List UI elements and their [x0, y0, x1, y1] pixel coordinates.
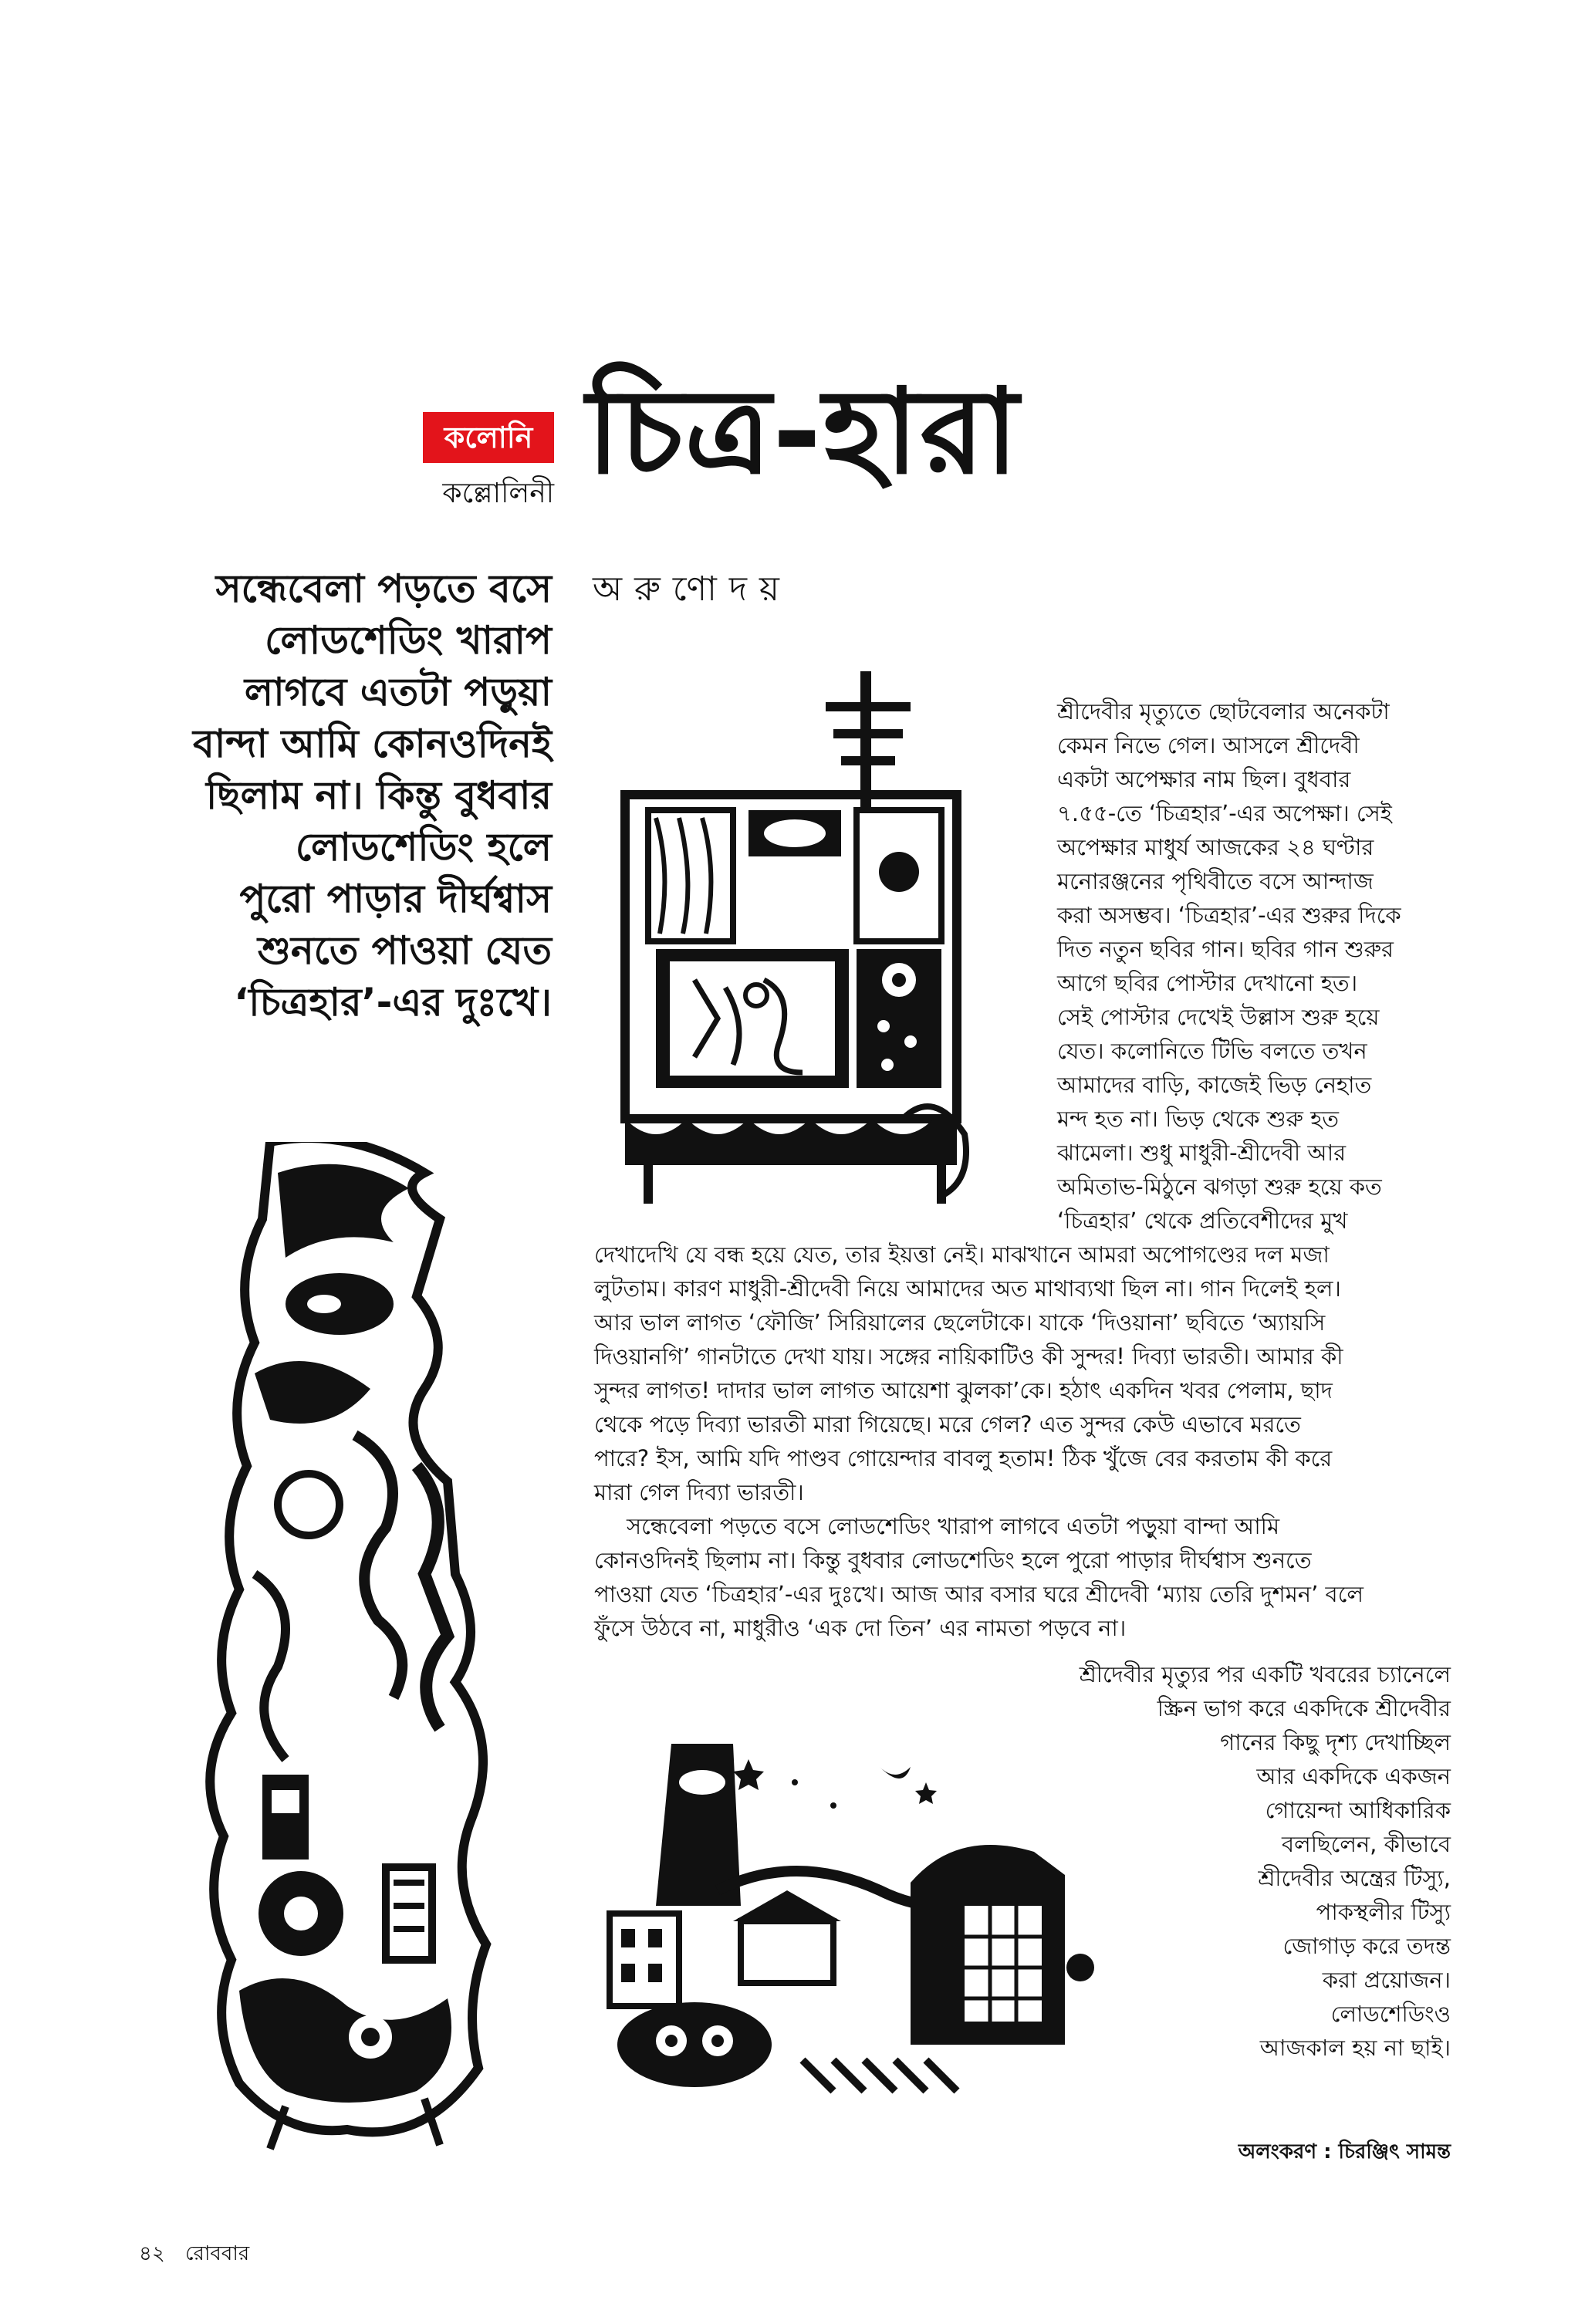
pull-quote	[139, 563, 552, 1029]
text-line: কোনওদিনই ছিলাম না। কিন্তু বুধবার লোডশেডিং হলে পুরো পাড়ার দীর্ঘশ্বাস শুনতে	[594, 1547, 1312, 1573]
text-line: আর একদিকে একজন	[1256, 1763, 1451, 1789]
text-line: মারা গেল দিব্যা ভারতী।	[594, 1479, 804, 1505]
text-line: ঝামেলা। শুধু মাধুরী-শ্রীদেবী আর	[1057, 1140, 1347, 1166]
text-line: অপেক্ষার মাধুর্য আজকের ২৪ ঘণ্টার	[1057, 834, 1374, 860]
text-line: পারে? ইস, আমি যদি পাণ্ডব গোয়েন্দার বাবলু হতাম! ঠিক খুঁজে বের করতাম কী করে	[594, 1445, 1333, 1471]
article-column-wide	[594, 1238, 1451, 1645]
text-line: দেখাদেখি যে বন্ধ হয়ে যেত, তার ইয়ত্তা নেই। মাঝখানে আমরা অপোগণ্ডের দল মজা	[594, 1241, 1330, 1268]
text-line: আমাদের বাড়ি, কাজেই ভিড় নেহাত	[1057, 1072, 1372, 1098]
pull-quote-line: লোডশেডিং খারাপ	[265, 618, 552, 663]
text-line: গোয়েন্দা আধিকারিক	[1265, 1797, 1451, 1823]
pull-quote-line: পুরো পাড়ার দীর্ঘশ্বাস	[239, 877, 552, 921]
author-byline: অরুণোদয়	[593, 569, 792, 609]
collage-illustration	[193, 1142, 517, 2153]
text-line: সন্ধেবেলা পড়তে বসে লোডশেডিং খারাপ লাগবে এতটা পড়ুয়া বান্দা আমি	[627, 1513, 1280, 1539]
text-line: একটা অপেক্ষার নাম ছিল। বুধবার	[1057, 766, 1351, 792]
section-subtitle: কল্লোলিনী	[442, 478, 554, 509]
text-line: ‘চিত্রহার’ থেকে প্রতিবেশীদের মুখ	[1057, 1208, 1348, 1234]
text-line: ফুঁসে উঠবে না, মাধুরীও ‘এক দো তিন’ এর নামতা পড়বে না।	[594, 1615, 1127, 1641]
page-number: ৪২	[139, 2242, 165, 2265]
text-line: বলছিলেন, কীভাবে	[1281, 1831, 1451, 1857]
text-line: করা প্রয়োজন।	[1322, 1967, 1451, 1993]
text-line: সেই পোস্টার দেখেই উল্লাস শুরু হয়ে	[1057, 1004, 1380, 1030]
magazine-name: রোববার	[185, 2242, 250, 2265]
section-tag: কলোনি	[423, 412, 554, 463]
pull-quote-line: লাগবে এতটা পড়ুয়া	[244, 670, 552, 714]
text-line: স্ক্রিন ভাগ করে একদিকে শ্রীদেবীর	[1157, 1695, 1451, 1721]
text-line: জোগাড় করে তদন্ত	[1282, 1933, 1451, 1959]
pull-quote-line: শুনতে পাওয়া যেত	[257, 928, 552, 973]
tv-illustration	[602, 656, 988, 1211]
text-line: দিত নতুন ছবির গান। ছবির গান শুরুর	[1057, 936, 1394, 962]
text-line: আগে ছবির পোস্টার দেখানো হত।	[1057, 970, 1358, 996]
text-line: মনোরঞ্জনের পৃথিবীতে বসে আন্দাজ	[1057, 868, 1374, 894]
text-line: অমিতাভ-মিঠুনে ঝগড়া শুরু হয়ে কত	[1057, 1174, 1382, 1200]
text-line: পাওয়া যেত ‘চিত্রহার’-এর দুঃখে। আজ আর বসার ঘরে শ্রীদেবী ‘ম্যায় তেরি দুশমন’ বলে	[594, 1581, 1364, 1607]
illustration-credit: অলংকরণ : চিরঞ্জিৎ সামন্ত	[1238, 2140, 1451, 2164]
pull-quote-line: লোডশেডিং হলে	[295, 825, 552, 870]
text-line: লুটতাম। কারণ মাধুরী-শ্রীদেবী নিয়ে আমাদের অত মাথাব্যথা ছিল না। গান দিলেই হল।	[594, 1275, 1341, 1302]
article-title: চিত্র-হারা	[586, 363, 1020, 500]
pull-quote-line: ছিলাম না। কিন্তু বুধবার	[206, 773, 552, 818]
text-line: থেকে পড়ে দিব্যা ভারতী মারা গিয়েছে। মরে গেল? এত সুন্দর কেউ এভাবে মরতে	[594, 1411, 1301, 1437]
text-line: ৭.৫৫-তে ‘চিত্রহার’-এর অপেক্ষা। সেই	[1057, 800, 1392, 826]
text-line: পাকস্থলীর টিস্যু	[1316, 1899, 1451, 1925]
text-line: লোডশেডিংও	[1330, 2001, 1451, 2027]
text-line: শ্রীদেবীর মৃত্যুর পর একটি খবরের চ্যানেলে	[1079, 1661, 1451, 1687]
pull-quote-line: ‘চিত্রহার’-এর দুঃখে।	[234, 980, 552, 1025]
article-column-stair	[911, 1657, 1451, 2065]
text-line: আজকাল হয় না ছাই।	[1259, 2035, 1451, 2061]
text-line: করা অসম্ভব। ‘চিত্রহার’-এর শুরুর দিকে	[1057, 902, 1401, 928]
pull-quote-line: সন্ধেবেলা পড়তে বসে	[215, 566, 552, 611]
text-line: দিওয়ানগি’ গানটাতে দেখা যায়। সঙ্গের নায়িকাটিও কী সুন্দর! দিব্যা ভারতী। আমার কী	[594, 1343, 1343, 1370]
text-line: গানের কিছু দৃশ্য দেখাচ্ছিল	[1220, 1729, 1451, 1755]
text-line: শ্রীদেবীর অন্ত্রের টিস্যু,	[1258, 1865, 1451, 1891]
text-line: মন্দ হত না। ভিড় থেকে শুরু হত	[1057, 1106, 1340, 1132]
text-line: শ্রীদেবীর মৃত্যুতে ছোটবেলার অনেকটা	[1057, 698, 1390, 725]
page-footer	[139, 2238, 249, 2272]
pull-quote-line: বান্দা আমি কোনওদিনই	[193, 721, 552, 766]
article-column-right	[1057, 694, 1451, 1238]
text-line: যেত। কলোনিতে টিভি বলতে তখন	[1057, 1038, 1367, 1064]
text-line: আর ভাল লাগত ‘ফৌজি’ সিরিয়ালের ছেলেটাকে। যাকে ‘দিওয়ানা’ ছবিতে ‘অ্যায়সি	[594, 1309, 1326, 1336]
text-line: সুন্দর লাগত! দাদার ভাল লাগত আয়েশা ঝুলকা’কে। হঠাৎ একদিন খবর পেলাম, ছাদ	[594, 1377, 1333, 1404]
text-line: কেমন নিভে গেল। আসলে শ্রীদেবী	[1057, 732, 1360, 758]
